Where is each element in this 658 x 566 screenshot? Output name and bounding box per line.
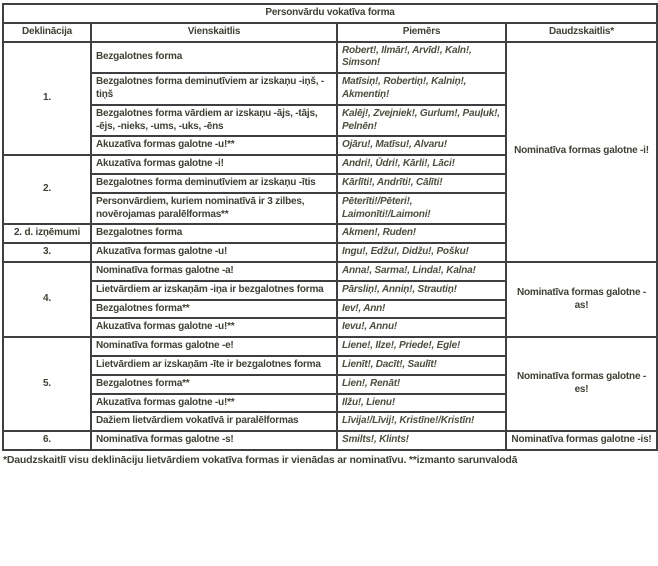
example-cell: Lien!, Renāt! bbox=[337, 375, 506, 394]
singular-cell: Nominatīva formas galotne -s! bbox=[91, 431, 337, 450]
singular-cell: Akuzatīva formas galotne -u! bbox=[91, 243, 337, 262]
plural-cell-declension-5: Nominatīva formas galotne -es! bbox=[506, 337, 657, 431]
example-cell: Līvija!/Līvij!, Kristīne!/Kristīn! bbox=[337, 412, 506, 431]
example-cell: Robert!, Ilmār!, Arvīd!, Kaln!, Simson! bbox=[337, 42, 506, 74]
declension-cell-2-exceptions: 2. d. izņēmumi bbox=[3, 224, 91, 243]
example-cell: Kārlīti!, Andrīti!, Cālīti! bbox=[337, 174, 506, 193]
plural-cell-declensions-1-3: Nominatīva formas galotne -i! bbox=[506, 42, 657, 262]
column-header-singular: Vienskaitlis bbox=[91, 23, 337, 42]
singular-cell: Dažiem lietvārdiem vokatīvā ir paralēlformas bbox=[91, 412, 337, 431]
example-cell: Smilts!, Klints! bbox=[337, 431, 506, 450]
declension-cell-3: 3. bbox=[3, 243, 91, 262]
table-footnote: *Daudzskaitlī visu deklināciju lietvārdiem vokatīva formas ir vienādas ar nominatīvu. **izmanto sarunvalodā bbox=[3, 453, 518, 466]
example-cell: Andri!, Ūdri!, Kārli!, Lāci! bbox=[337, 155, 506, 174]
singular-cell: Bezgalotnes forma vārdiem ar izskaņu -ājs, -tājs, -ējs, -nieks, -ums, -uks, -ēns bbox=[91, 105, 337, 137]
column-header-declension: Deklinācija bbox=[3, 23, 91, 42]
singular-cell: Akuzatīva formas galotne -u!** bbox=[91, 136, 337, 155]
singular-cell: Personvārdiem, kuriem nominatīvā ir 3 zilbes, novērojamas paralēlformas** bbox=[91, 193, 337, 225]
example-cell: Liene!, Ilze!, Priede!, Egle! bbox=[337, 337, 506, 356]
plural-cell-declension-4: Nominatīva formas galotne -as! bbox=[506, 262, 657, 337]
declension-cell-4: 4. bbox=[3, 262, 91, 337]
table-row bbox=[3, 42, 657, 74]
table-row bbox=[3, 431, 657, 450]
example-cell: Ingu!, Edžu!, Didžu!, Pošku! bbox=[337, 243, 506, 262]
example-cell: Matīsiņ!, Robertiņ!, Kalniņ!, Akmentiņ! bbox=[337, 73, 506, 105]
column-header-plural: Daudzskaitlis* bbox=[506, 23, 657, 42]
declension-cell-2: 2. bbox=[3, 155, 91, 224]
vocative-forms-table bbox=[2, 3, 658, 451]
singular-cell: Bezgalotnes forma deminutīviem ar izskaņu -iņš, -tiņš bbox=[91, 73, 337, 105]
example-cell: Pārsliņ!, Anniņ!, Strautiņ! bbox=[337, 281, 506, 300]
column-header-example: Piemērs bbox=[337, 23, 506, 42]
table-row bbox=[3, 337, 657, 356]
singular-cell: Nominatīva formas galotne -a! bbox=[91, 262, 337, 281]
example-cell: Anna!, Sarma!, Linda!, Kalna! bbox=[337, 262, 506, 281]
plural-cell-declension-6: Nominatīva formas galotne -is! bbox=[506, 431, 657, 450]
example-cell: Pēterīti!/Pēteri!, Laimonīti!/Laimoni! bbox=[337, 193, 506, 225]
singular-cell: Akuzatīva formas galotne -u!** bbox=[91, 318, 337, 337]
table-row bbox=[3, 262, 657, 281]
singular-cell: Lietvārdiem ar izskaņām -iņa ir bezgalotnes forma bbox=[91, 281, 337, 300]
singular-cell: Akuzatīva formas galotne -u!** bbox=[91, 394, 337, 413]
example-cell: Ilžu!, Lienu! bbox=[337, 394, 506, 413]
declension-cell-5: 5. bbox=[3, 337, 91, 431]
singular-cell: Bezgalotnes forma bbox=[91, 42, 337, 74]
declension-cell-1: 1. bbox=[3, 42, 91, 156]
table-title: Personvārdu vokatīva forma bbox=[3, 4, 657, 23]
singular-cell: Nominatīva formas galotne -e! bbox=[91, 337, 337, 356]
singular-cell: Bezgalotnes forma** bbox=[91, 300, 337, 319]
singular-cell: Akuzatīva formas galotne -i! bbox=[91, 155, 337, 174]
singular-cell: Bezgalotnes forma deminutīviem ar izskaņu -ītis bbox=[91, 174, 337, 193]
example-cell: Ojāru!, Matīsu!, Alvaru! bbox=[337, 136, 506, 155]
singular-cell: Bezgalotnes forma** bbox=[91, 375, 337, 394]
singular-cell: Lietvārdiem ar izskaņām -īte ir bezgalotnes forma bbox=[91, 356, 337, 375]
example-cell: Kalēj!, Zvejniek!, Gurlum!, Pauļuk!, Pelnēn! bbox=[337, 105, 506, 137]
example-cell: Lienīt!, Dacīt!, Saulīt! bbox=[337, 356, 506, 375]
declension-cell-6: 6. bbox=[3, 431, 91, 450]
singular-cell: Bezgalotnes forma bbox=[91, 224, 337, 243]
example-cell: Iev!, Ann! bbox=[337, 300, 506, 319]
example-cell: Akmen!, Ruden! bbox=[337, 224, 506, 243]
example-cell: Ievu!, Annu! bbox=[337, 318, 506, 337]
